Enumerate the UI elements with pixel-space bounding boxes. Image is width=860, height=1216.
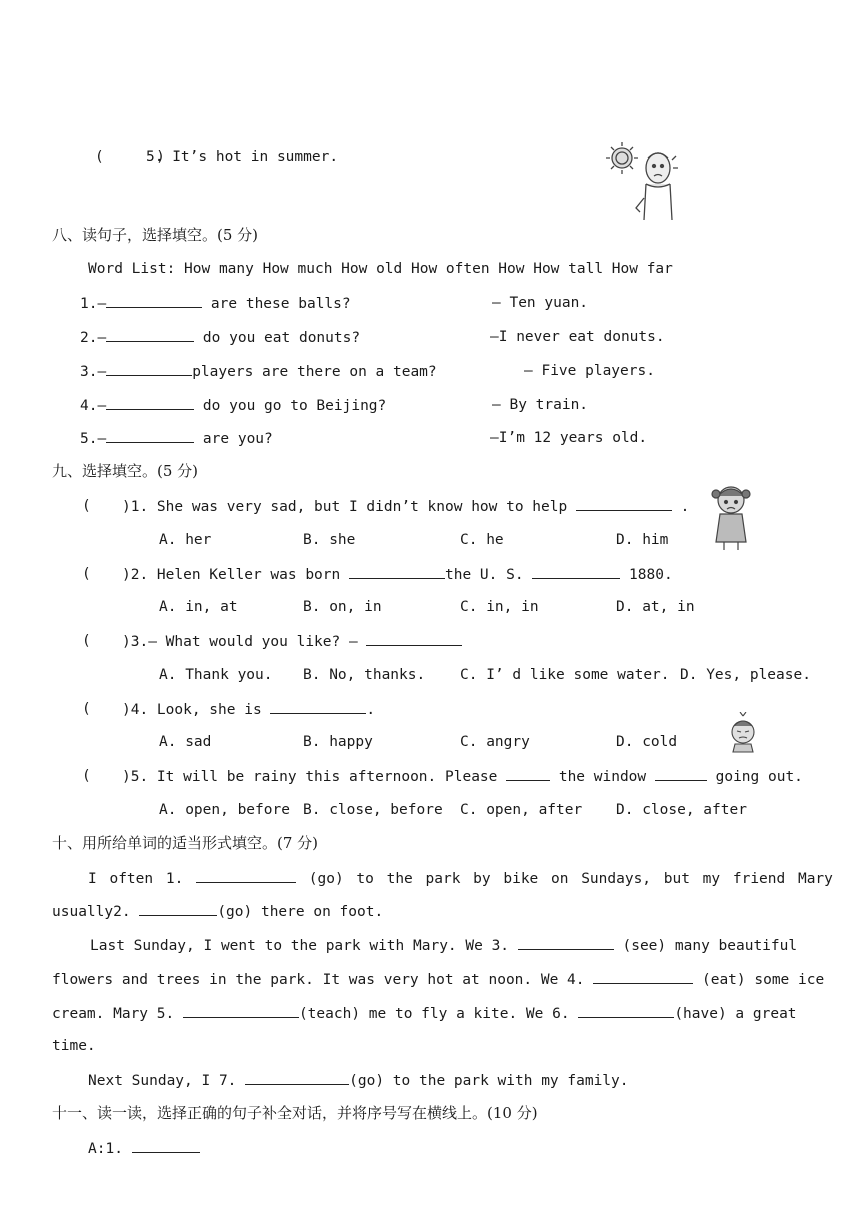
blank[interactable] xyxy=(106,293,202,308)
sec10-line-5: cream. Mary 5. (teach) me to fly a kite. We 6. (have) a great xyxy=(52,1003,797,1024)
sec9-q5-opt-d: D. close, after xyxy=(616,802,747,818)
sec9-q4-paren: ( xyxy=(82,701,91,717)
sec11-heading: 十一、读一读，选择正确的句子补全对话，并将序号写在横线上。(10 分) xyxy=(52,1104,538,1122)
sec8-item-3: 3.— players are there on a team? xyxy=(80,361,437,382)
sec9-q5-opt-b: B. close, before xyxy=(303,802,443,818)
sec10-line-4: flowers and trees in the park. It was very hot at noon. We 4. (eat) some ice xyxy=(52,969,824,990)
blank[interactable] xyxy=(106,361,192,376)
sec9-q3-opt-c: C. I’ d like some water. xyxy=(460,667,670,683)
blank[interactable] xyxy=(366,631,462,646)
blank[interactable] xyxy=(593,969,693,984)
sec10-line-3: Last Sunday, I went to the park with Mary. We 3. (see) many beautiful xyxy=(90,935,797,956)
sec9-q1-opt-a: A. her xyxy=(159,532,212,548)
sec8-answer-3: — Five players. xyxy=(524,363,655,379)
q7-paren: ( ) xyxy=(95,149,165,165)
sec10-line-6: time. xyxy=(52,1038,96,1054)
sec9-heading: 九、选择填空。(5 分) xyxy=(52,462,199,480)
angry-girl-illustration xyxy=(726,712,760,754)
sec9-q1-paren: ( xyxy=(82,498,91,514)
sec8-answer-4: — By train. xyxy=(492,397,589,413)
sec9-q5-opt-a: A. open, before xyxy=(159,802,290,818)
sec8-item-5: 5.— are you? xyxy=(80,428,273,449)
sec9-q5-opt-c: C. open, after xyxy=(460,802,583,818)
blank[interactable] xyxy=(106,395,194,410)
sec9-q1-opt-d: D. him xyxy=(616,532,669,548)
blank[interactable] xyxy=(196,868,296,883)
sec8-item-4: 4.— do you go to Beijing? xyxy=(80,395,386,416)
blank[interactable] xyxy=(270,699,366,714)
sec9-q5: )5. It will be rainy this afternoon. Please the window going out. xyxy=(122,766,803,787)
sec9-q2-opt-b: B. on, in xyxy=(303,599,382,615)
sec10-line-2: usually2. (go) there on foot. xyxy=(52,901,383,922)
sec9-q3-opt-a: A. Thank you. xyxy=(159,667,273,683)
sec8-item-1: 1.— are these balls? xyxy=(80,293,351,314)
sec8-item-2: 2.— do you eat donuts? xyxy=(80,327,360,348)
sec9-q4-opt-b: B. happy xyxy=(303,734,373,750)
sec10-heading: 十、用所给单词的适当形式填空。(7 分) xyxy=(52,834,319,852)
sec9-q1-opt-b: B. she xyxy=(303,532,356,548)
sec8-answer-2: —I never eat donuts. xyxy=(490,329,665,345)
sec10-line-7: Next Sunday, I 7. (go) to the park with my family. xyxy=(88,1070,629,1091)
blank[interactable] xyxy=(655,766,707,781)
sec9-q3-opt-b: B. No, thanks. xyxy=(303,667,426,683)
sec9-q4-opt-d: D. cold xyxy=(616,734,678,750)
sec8-word-list: Word List: How many How much How old How often How How tall How far xyxy=(88,261,673,277)
q7-item5-text: 5. It’s hot in summer. xyxy=(146,149,339,165)
sec9-q4-opt-c: C. angry xyxy=(460,734,530,750)
blank[interactable] xyxy=(245,1070,349,1085)
sec10-line-1: I often 1. (go) to the park by bike on Sundays, but my friend Mary xyxy=(88,868,833,889)
blank[interactable] xyxy=(132,1138,200,1153)
sec9-q3-paren: ( xyxy=(82,633,91,649)
blank[interactable] xyxy=(139,901,217,916)
sec9-q5-paren: ( xyxy=(82,768,91,784)
sec9-q3: )3.— What would you like? — xyxy=(122,631,462,652)
sec9-q2-opt-c: C. in, in xyxy=(460,599,539,615)
blank[interactable] xyxy=(576,496,672,511)
blank[interactable] xyxy=(349,564,445,579)
blank[interactable] xyxy=(506,766,550,781)
sec9-q2: )2. Helen Keller was born the U. S. 1880. xyxy=(122,564,673,585)
blank[interactable] xyxy=(578,1003,674,1018)
sec9-q2-paren: ( xyxy=(82,566,91,582)
sad-girl-illustration xyxy=(708,482,754,552)
sec9-q4-opt-a: A. sad xyxy=(159,734,212,750)
sec9-q1-opt-c: C. he xyxy=(460,532,504,548)
blank[interactable] xyxy=(532,564,620,579)
sec9-q2-opt-a: A. in, at xyxy=(159,599,238,615)
blank[interactable] xyxy=(183,1003,299,1018)
sec9-q4: )4. Look, she is . xyxy=(122,699,375,720)
hot-summer-illustration xyxy=(600,138,682,222)
blank[interactable] xyxy=(518,935,614,950)
sec11-line-1: A:1. xyxy=(88,1138,200,1159)
sec8-answer-5: —I’m 12 years old. xyxy=(490,430,648,446)
sec8-heading: 八、读句子，选择填空。(5 分) xyxy=(52,226,259,244)
sec9-q2-opt-d: D. at, in xyxy=(616,599,695,615)
blank[interactable] xyxy=(106,327,194,342)
sec9-q1: )1. She was very sad, but I didn’t know how to help . xyxy=(122,496,689,517)
sec8-answer-1: — Ten yuan. xyxy=(492,295,589,311)
blank[interactable] xyxy=(106,428,194,443)
sec9-q3-opt-d: D. Yes, please. xyxy=(680,667,811,683)
